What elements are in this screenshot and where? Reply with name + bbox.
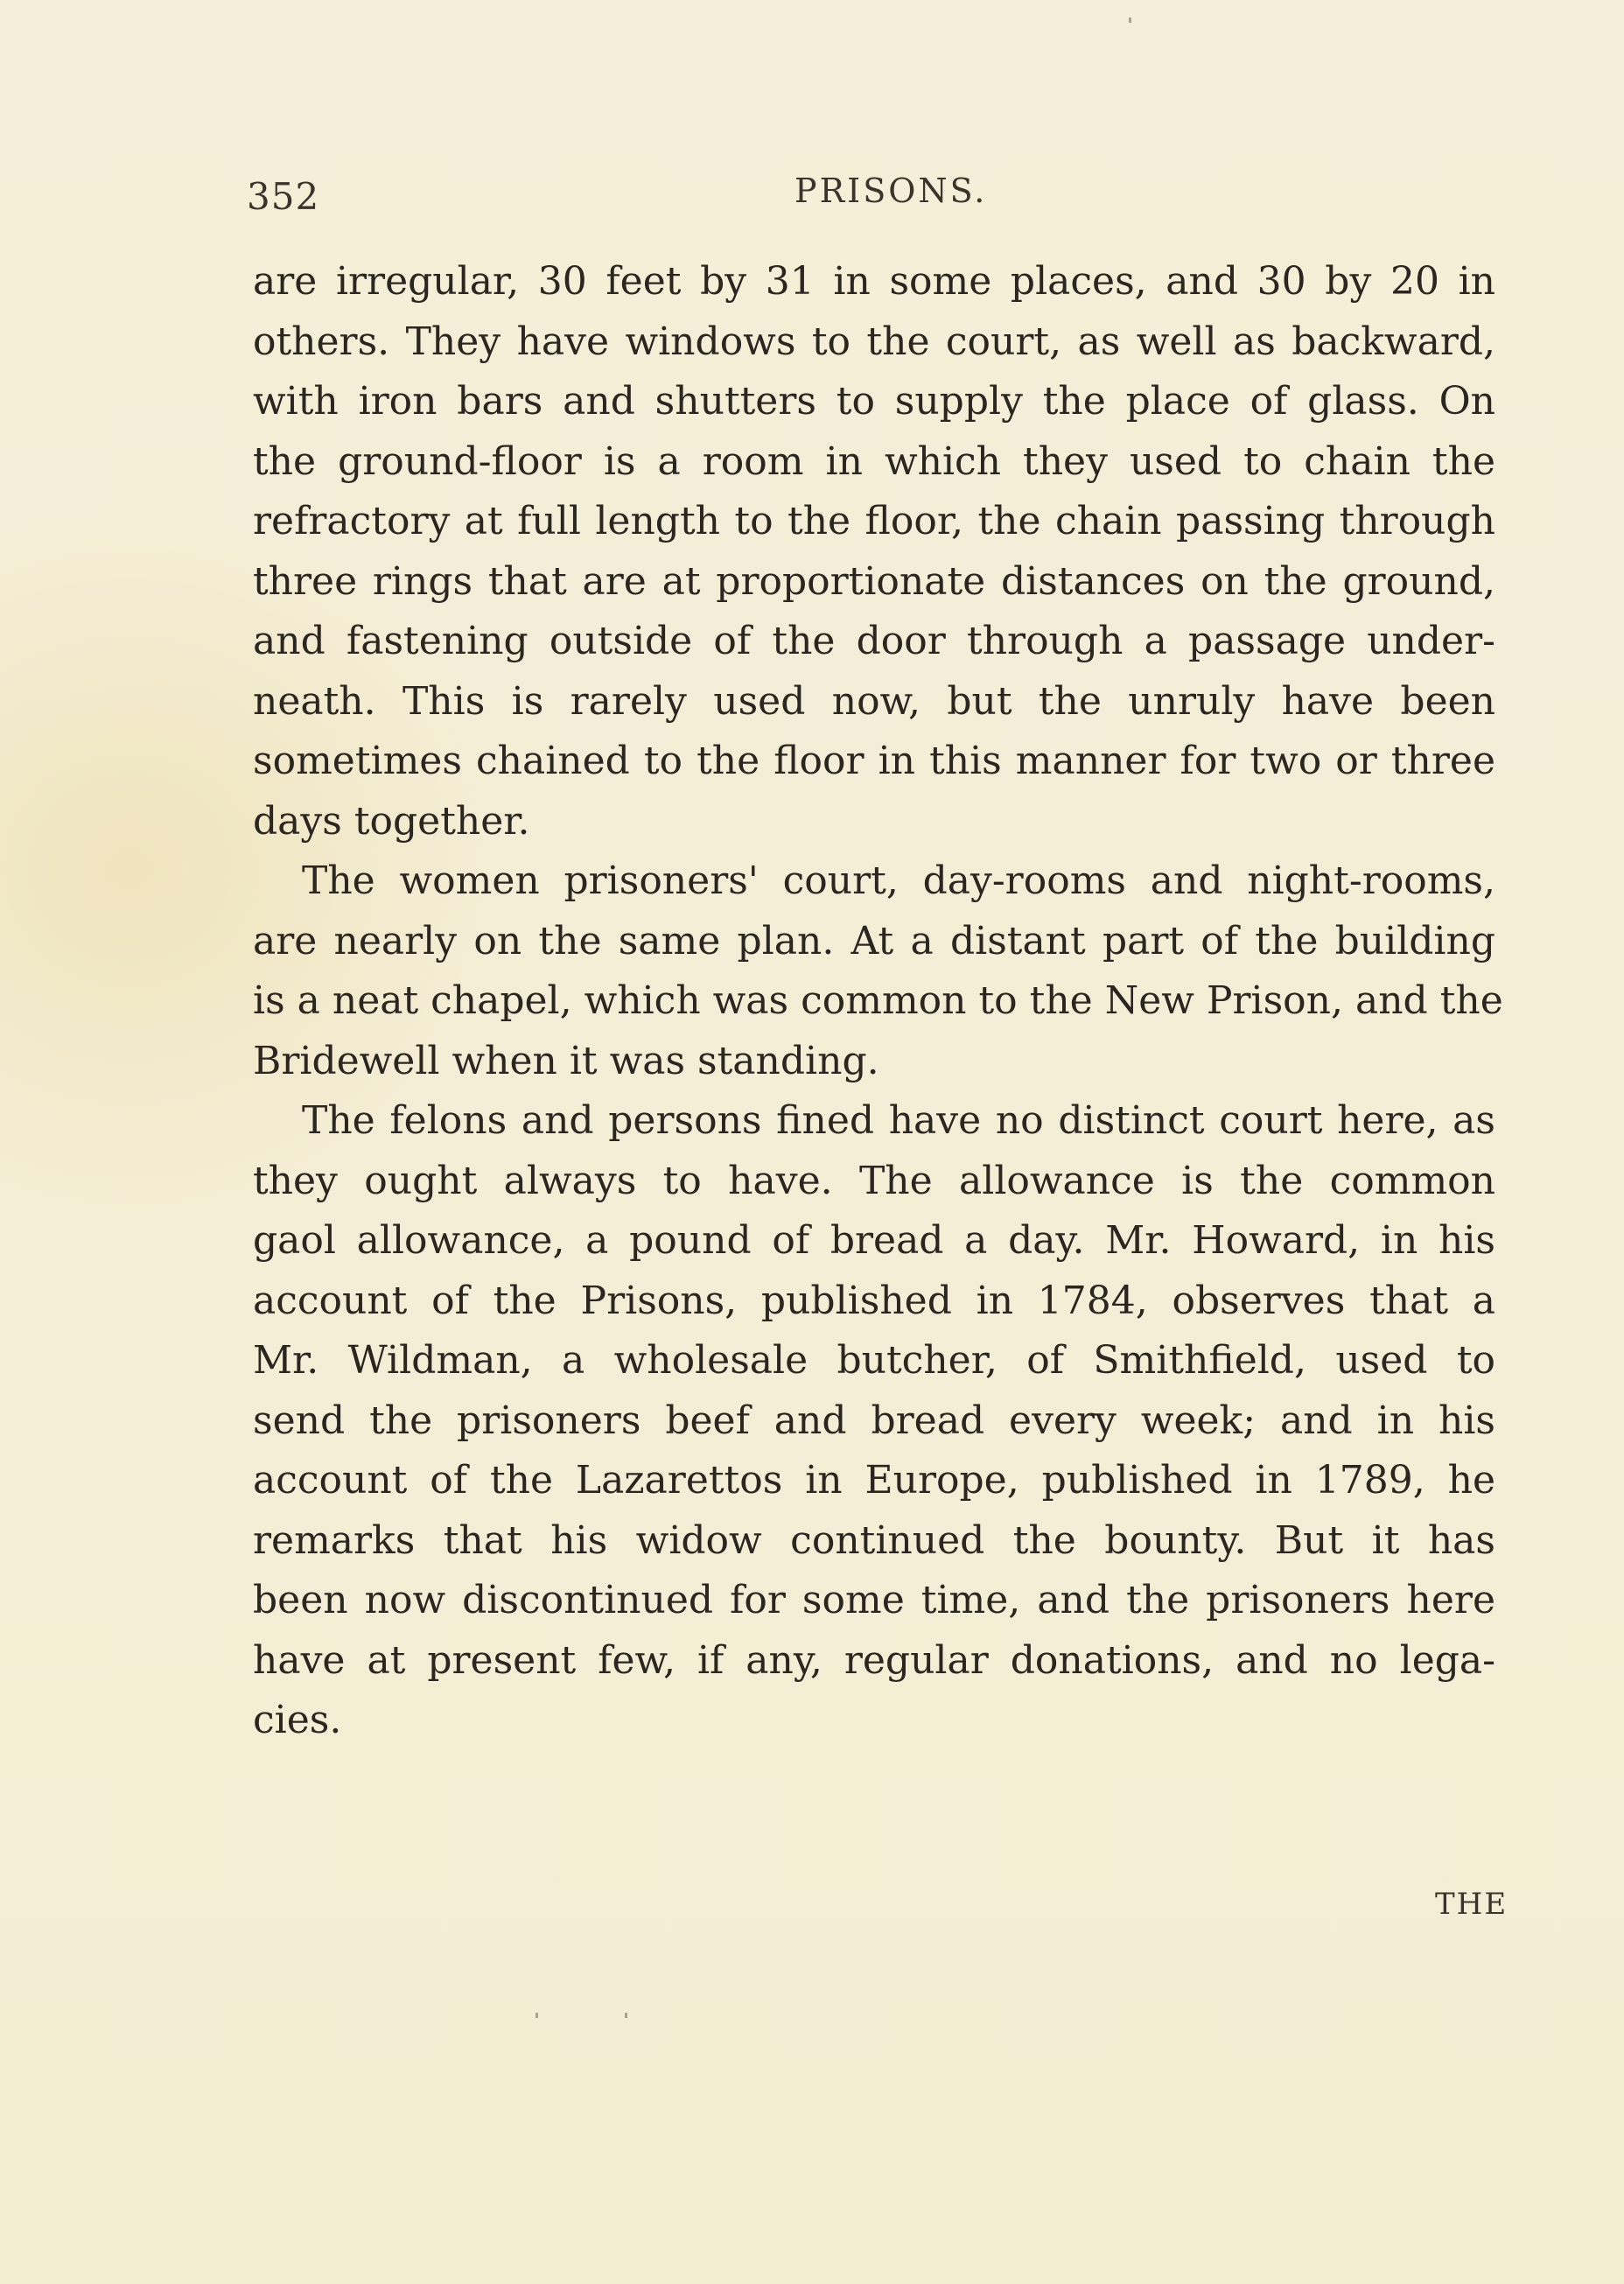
text-line: gaol allowance, a pound of bread a day. Mr. Howard, in his — [253, 1218, 1495, 1263]
text-line: account of the Prisons, published in 1784, observes that a — [253, 1278, 1495, 1323]
text-line: remarks that his widow continued the bounty. But it has — [253, 1517, 1495, 1563]
text-line: are irregular, 30 feet by 31 in some places, and 30 by 20 in — [253, 259, 1495, 304]
text-line: Mr. Wildman, a wholesale butcher, of Smithfield, used to — [253, 1338, 1495, 1383]
text-line: refractory at full length to the floor, the chain passing through — [253, 499, 1495, 543]
text-line: are nearly on the same plan. At a distant part of the building — [253, 918, 1495, 963]
page-number: 352 — [247, 175, 320, 218]
paper-speck — [625, 2013, 627, 2018]
body-text — [253, 252, 1503, 1751]
text-line: Bridewell when it was standing. — [253, 1038, 879, 1083]
text-line: sometimes chained to the floor in this manner for two or three — [253, 739, 1495, 783]
catchword: THE — [1435, 1887, 1508, 1922]
text-line: the ground-floor is a room in which they used to chain the — [253, 438, 1495, 484]
text-line: The felons and persons fined have no distinct court here, as — [302, 1098, 1495, 1143]
text-line: with iron bars and shutters to supply the place of glass. On — [253, 379, 1495, 424]
text-line: is a neat chapel, which was common to the New Prison, and the — [253, 978, 1503, 1023]
paper-speck — [1129, 18, 1131, 23]
text-line: three rings that are at proportionate distances on the ground, — [253, 558, 1495, 604]
text-line: The women prisoners' court, day-rooms and night-rooms, — [302, 858, 1495, 903]
text-line: neath. This is rarely used now, but the unruly have been — [253, 678, 1495, 724]
running-head: PRISONS. — [794, 172, 988, 210]
text-line: been now discontinued for some time, and the prisoners here — [253, 1578, 1495, 1622]
text-line: days together. — [253, 798, 530, 844]
text-line: and fastening outside of the door through a passage under- — [253, 619, 1495, 663]
text-line: cies. — [253, 1698, 342, 1742]
text-line: others. They have windows to the court, as well as backward, — [253, 319, 1495, 364]
text-line: account of the Lazarettos in Europe, published in 1789, he — [253, 1458, 1495, 1503]
text-line: send the prisoners beef and bread every week; and in his — [253, 1398, 1495, 1443]
text-line: they ought always to have. The allowance is the common — [253, 1158, 1495, 1203]
text-line: have at present few, if any, regular donations, and no lega- — [253, 1637, 1495, 1683]
paper-speck — [536, 2013, 538, 2018]
